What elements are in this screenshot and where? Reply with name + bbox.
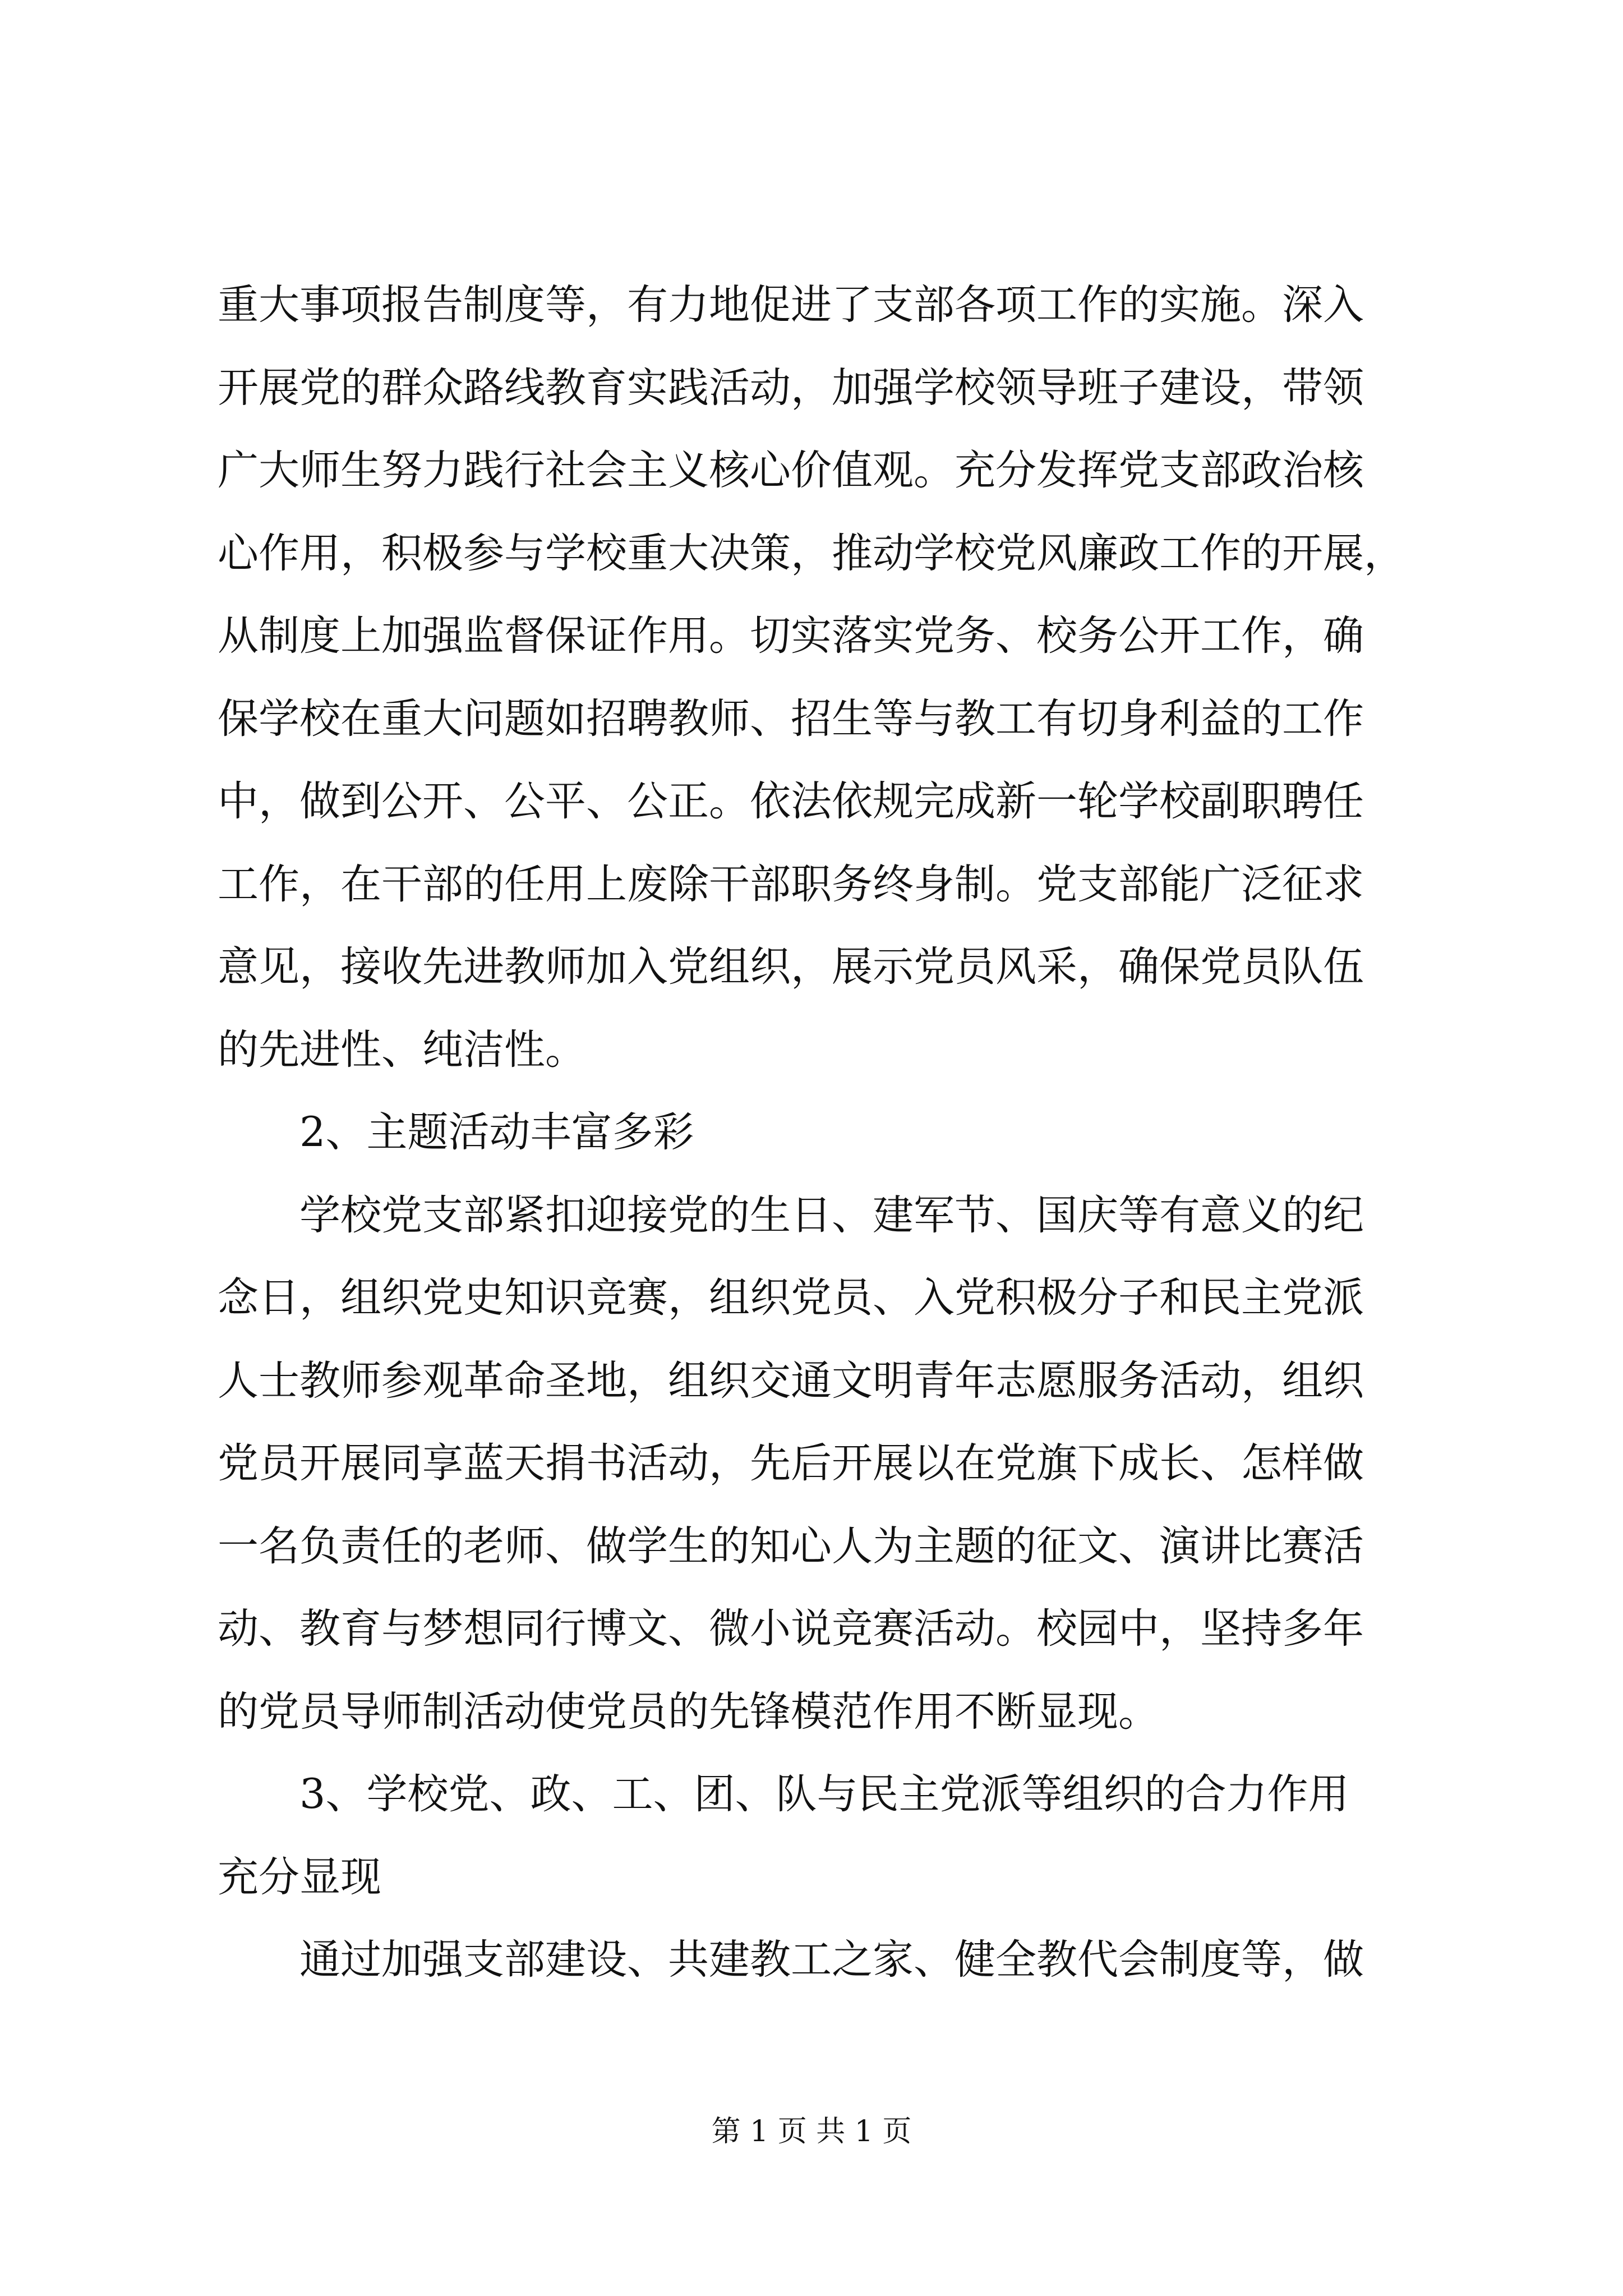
section-heading: 充分显现 [218, 1853, 381, 1901]
section-heading: 2、主题活动丰富多彩 [218, 1108, 694, 1156]
text-line: 心作用，积极参与学校重大决策，推动学校党风廉政工作的开展， [218, 529, 1405, 577]
text-line: 一名负责任的老师、做学生的知心人为主题的征文、演讲比赛活 [218, 1522, 1364, 1570]
text-line: 通过加强支部建设、共建教工之家、健全教代会制度等，做 [218, 1936, 1364, 1984]
page-footer: 第 1 页 共 1 页 [711, 2115, 912, 2148]
text-line: 念日，组织党史知识竞赛，组织党员、入党积极分子和民主党派 [218, 1274, 1364, 1322]
text-line: 从制度上加强监督保证作用。切实落实党务、校务公开工作，确 [218, 612, 1364, 660]
section-heading: 3、学校党、政、工、团、队与民主党派等组织的合力作用 [218, 1770, 1349, 1818]
text-line: 动、教育与梦想同行博文、微小说竞赛活动。校园中，坚持多年 [218, 1605, 1364, 1653]
text-line: 的党员导师制活动使党员的先锋模范作用不断显现。 [218, 1687, 1159, 1736]
text-line: 中，做到公开、公平、公正。依法依规完成新一轮学校副职聘任 [218, 777, 1364, 825]
text-line: 开展党的群众路线教育实践活动，加强学校领导班子建设，带领 [218, 364, 1364, 412]
text-line: 广大师生努力践行社会主义核心价值观。充分发挥党支部政治核 [218, 447, 1364, 494]
text-line: 学校党支部紧扣迎接党的生日、建军节、国庆等有意义的纪 [218, 1191, 1364, 1239]
body-text [218, 264, 1412, 2001]
text-line: 的先进性、纯洁性。 [218, 1025, 586, 1074]
text-line: 保学校在重大问题如招聘教师、招生等与教工有切身利益的工作 [218, 694, 1364, 743]
text-line: 工作，在干部的任用上废除干部职务终身制。党支部能广泛征求 [218, 860, 1364, 908]
text-line: 人士教师参观革命圣地，组织交通文明青年志愿服务活动，组织 [218, 1356, 1364, 1405]
text-line: 重大事项报告制度等，有力地促进了支部各项工作的实施。深入 [218, 281, 1364, 329]
text-line: 党员开展同享蓝天捐书活动，先后开展以在党旗下成长、怎样做 [218, 1439, 1364, 1487]
text-line: 意见，接收先进教师加入党组织，展示党员风采，确保党员队伍 [218, 943, 1364, 991]
